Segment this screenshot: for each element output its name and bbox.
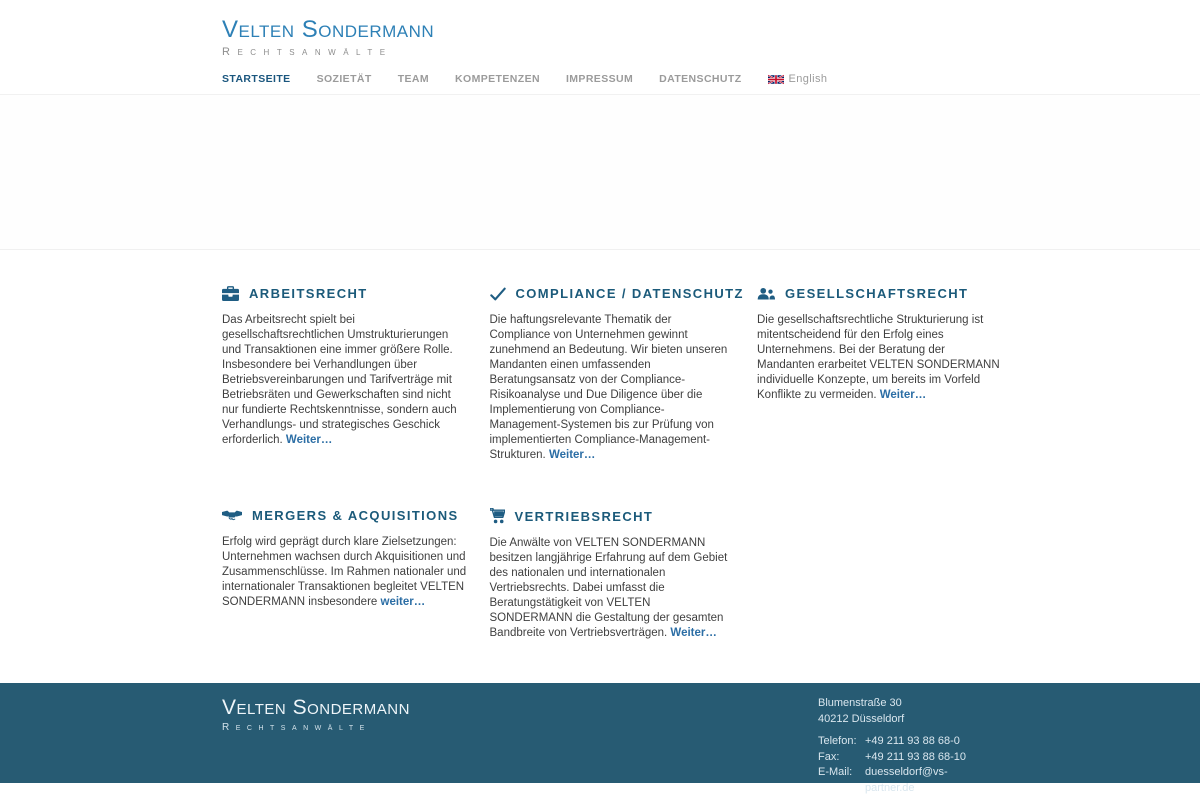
cart-icon	[490, 508, 505, 524]
footer-contact-block	[818, 696, 978, 796]
card-title: ARBEITSRECHT	[249, 286, 368, 301]
card-title: COMPLIANCE / DATENSCHUTZ	[515, 286, 744, 301]
card-compliance-datenschutz	[489, 286, 744, 463]
email-label: E-Mail:	[818, 766, 853, 778]
fax-value: +49 211 93 88 68-10	[865, 750, 967, 763]
card-title: VERTRIEBSRECHT	[514, 508, 654, 524]
site-logo[interactable]	[222, 17, 978, 58]
card-arbeitsrecht	[222, 286, 467, 463]
handshake-icon	[222, 509, 242, 522]
nav-item-team[interactable]: TEAM	[397, 73, 430, 85]
card-text: Die haftungsrelevante Thematik der Compliance von Unternehmen gewinnt zunehmend an Bedeutung. Wir bieten unseren Mandanten einen umfassenden Beratungsansatz von der Compliance-Risikoanalyse und Due Diligence über die Implementierung von Compliance-Management-Systemen bis zur Prüfung von implementierten Compliance-Management-Strukturen.	[489, 314, 728, 461]
site-header	[0, 0, 1200, 94]
nav-item-kompetenzen[interactable]: KOMPETENZEN	[455, 73, 540, 85]
card-text: Die Anwälte von VELTEN SONDERMANN besitzen langjährige Erfahrung auf dem Gebiet des nationalen und internationalen Vertriebsrechts. Dabei umfasst die Beratungstätigkeit von VELTEN SONDERMANN die Gestaltung der gesamten Bandbreite von Vertriebsverträgen.	[489, 537, 728, 639]
weiter-link[interactable]: Weiter…	[548, 449, 596, 461]
logo-text: Velten Sondermann	[222, 16, 435, 43]
address-city: 40212 Düsseldorf	[818, 712, 905, 725]
card-mergers-acquisitions	[222, 508, 467, 641]
check-icon	[490, 287, 506, 301]
card-title: MERGERS & ACQUISITIONS	[252, 508, 459, 523]
nav-item-datenschutz[interactable]: DATENSCHUTZ	[659, 73, 742, 85]
fax-label: Fax:	[818, 750, 840, 763]
card-text: Erfolg wird geprägt durch klare Zielsetzungen: Unternehmen wachsen durch Akquisitionen und Zusammenschlüsse. Im Rahmen nationaler und internationaler Transaktionen begleitet VELTEN SONDERMANN insbesondere	[222, 536, 467, 608]
uk-flag-icon	[768, 74, 784, 85]
logo-tagline: Rechtsanwälte	[222, 46, 393, 58]
email-link[interactable]: duesseldorf@vs-partner.de	[865, 766, 948, 794]
site-footer	[0, 683, 1200, 794]
footer-logo-text: Velten Sondermann	[222, 696, 410, 719]
main-content	[0, 250, 1200, 641]
hero-slider	[0, 94, 1200, 250]
weiter-link[interactable]: Weiter…	[879, 389, 927, 401]
weiter-link[interactable]: weiter…	[380, 596, 426, 608]
briefcase-icon	[222, 286, 239, 301]
nav-item-impressum[interactable]: IMPRESSUM	[565, 73, 634, 85]
footer-logo-tagline: Rechtsanwälte	[222, 722, 371, 733]
nav-item-startseite[interactable]: STARTSEITE	[222, 73, 291, 85]
users-icon	[757, 287, 775, 301]
nav-item-language[interactable]	[768, 73, 828, 85]
card-gesellschaftsrecht	[757, 286, 1002, 463]
weiter-link[interactable]: Weiter…	[670, 627, 717, 639]
card-text: Die gesellschaftsrechtliche Strukturierung ist mitentscheidend für den Erfolg eines Unternehmens. Bei der Beratung der Mandanten erarbeitet VELTEN SONDERMANN individuelle Konzepte, um bereits im Vorfeld Konflikte zu vermeiden.	[757, 314, 1000, 401]
weiter-link[interactable]: Weiter…	[285, 434, 333, 446]
card-title: GESELLSCHAFTSRECHT	[785, 286, 969, 301]
phone-label: Telefon:	[818, 735, 857, 747]
nav-language-label: English	[788, 73, 828, 85]
address-street: Blumenstraße 30	[818, 697, 902, 709]
card-text: Das Arbeitsrecht spielt bei gesellschaftsrechtlichen Umstrukturierungen und Transaktionen eine immer größere Rolle. Insbesondere bei Verhandlungen über Betriebsvereinbarungen und Tarifverträge mit Betriebsräten und Gewerkschaften sind nicht nur fundierte Rechtskenntnisse, sondern auch Verhandlungs- und strategisches Geschick erforderlich.	[222, 314, 457, 446]
main-nav	[222, 73, 978, 94]
card-vertriebsrecht	[490, 508, 735, 641]
footer-logo	[222, 696, 410, 796]
nav-item-sozietaet[interactable]: SOZIETÄT	[316, 73, 372, 85]
phone-value: +49 211 93 88 68-0	[865, 735, 960, 747]
